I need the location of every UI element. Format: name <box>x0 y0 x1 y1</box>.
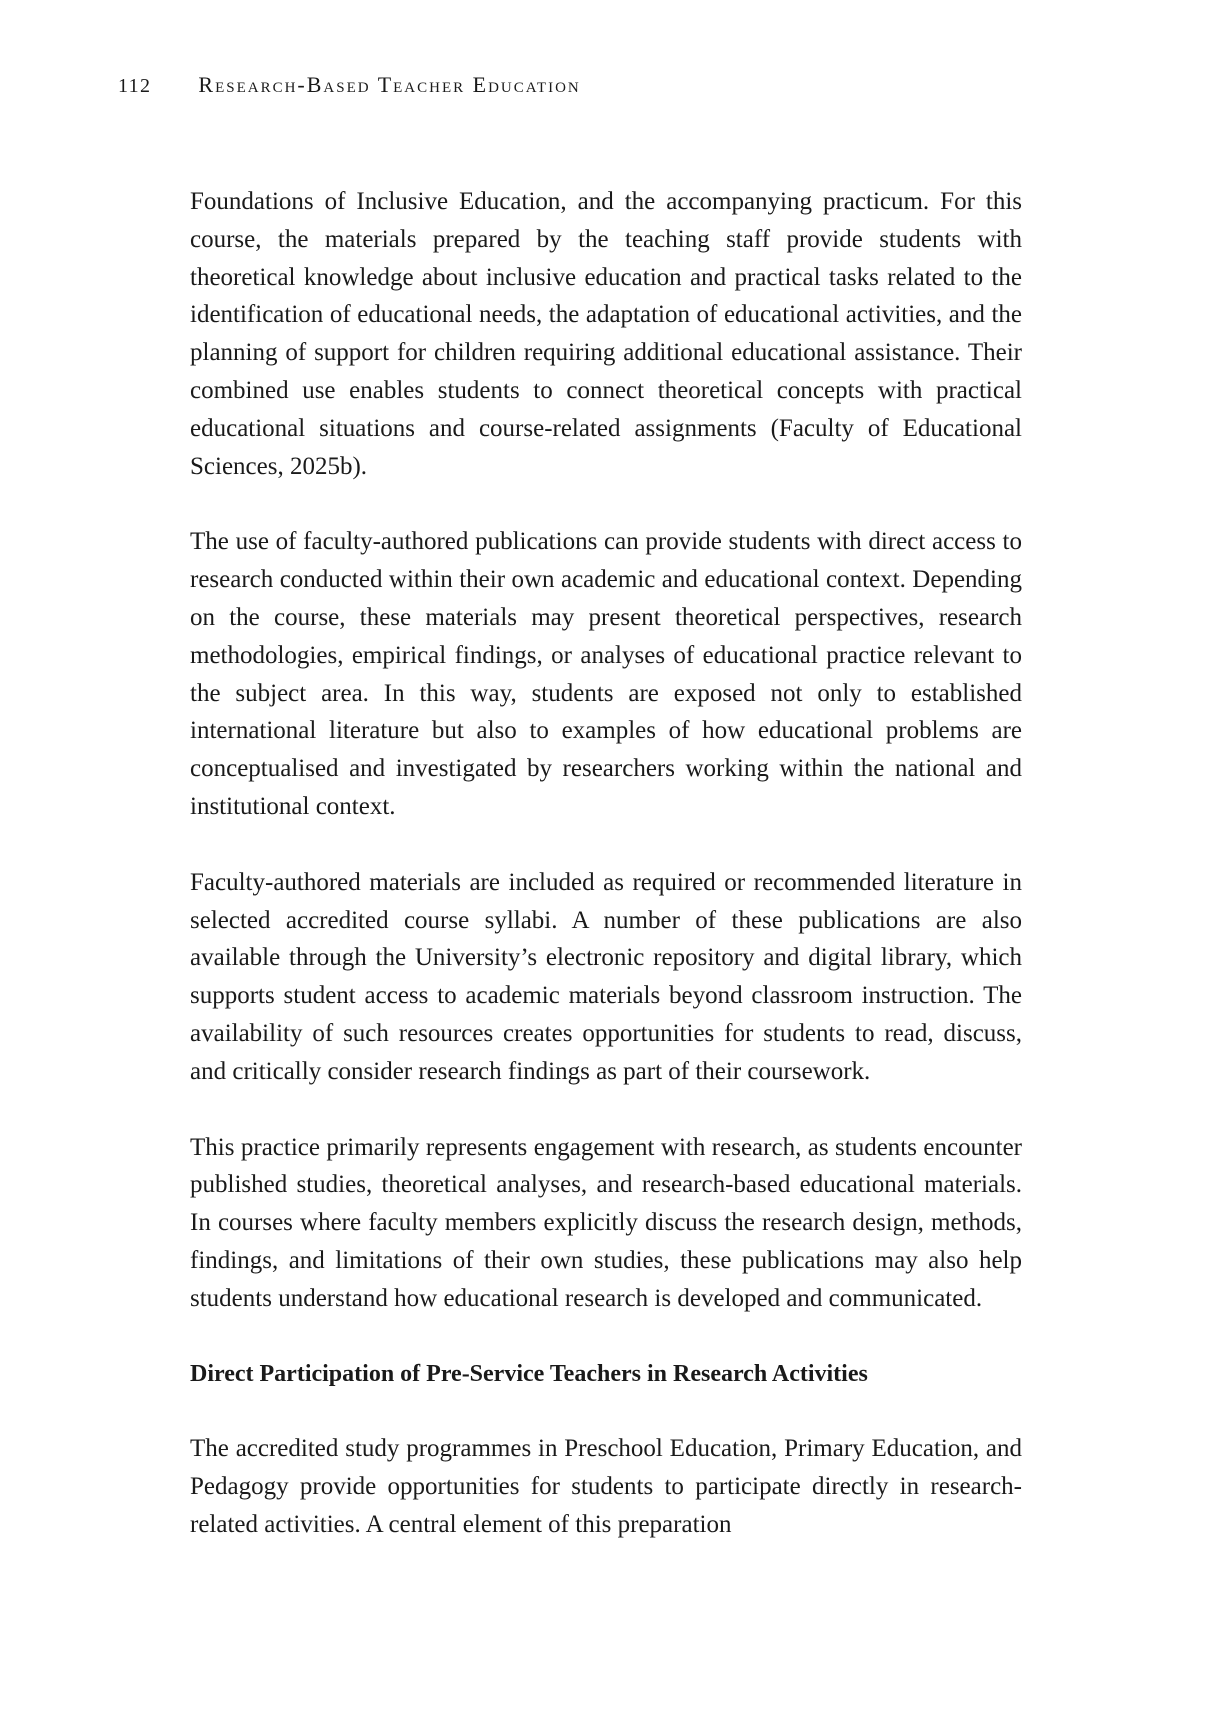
paragraph-3: Faculty-authored materials are included as required or recommended literature in selected accredited course syllabi. A number of these publications are also available through the University’s electronic repository and digital library, which supports student access to academic materials beyond classroom instruction. The availability of such resources creates opportunities for students to read, discuss, and critically consider research findings as part of their coursework. <box>190 868 1022 1085</box>
page-number: 112 <box>118 75 152 97</box>
paragraph-1: Foundations of Inclusive Education, and the accompanying practicum. For this course, the materials prepared by the teaching staff provide students with theoretical knowledge about inclusive education and practical tasks related to the identification of educational needs, the adaptation of educational activities, and the planning of support for children requiring additional educational assistance. Their combined use enables students to connect theoretical concepts with practical educational situations and course-related assignments (Faculty of Educational Sciences, 2025b). <box>190 188 1022 480</box>
paragraph-2: The use of faculty-authored publications can provide students with direct access to research conducted within their own academic and educational context. Depending on the course, these materials may present theoretical perspectives, research methodologies, empirical findings, or analyses of educational practice relevant to the subject area. In this way, students are exposed not only to established international literature but also to examples of how educational problems are conceptualised and investigated by researchers working within the national and institutional context. <box>190 528 1022 820</box>
section-paragraph: The accredited study programmes in Preschool Education, Primary Education, and Pedagogy provide opportunities for students to participate directly in research-related activities. A central element of this preparation <box>190 1435 1022 1538</box>
body-text <box>190 183 1022 1582</box>
running-title: Research-Based Teacher Education <box>198 72 581 97</box>
running-head <box>118 72 581 98</box>
section-heading: Direct Participation of Pre-Service Teachers in Research Activities <box>190 1360 868 1387</box>
paragraph-4: This practice primarily represents engagement with research, as students encounter published studies, theoretical analyses, and research-based educational materials. In courses where faculty members explicitly discuss the research design, methods, findings, and limitations of their own studies, these publications may also help students understand how educational research is developed and communicated. <box>190 1133 1022 1312</box>
